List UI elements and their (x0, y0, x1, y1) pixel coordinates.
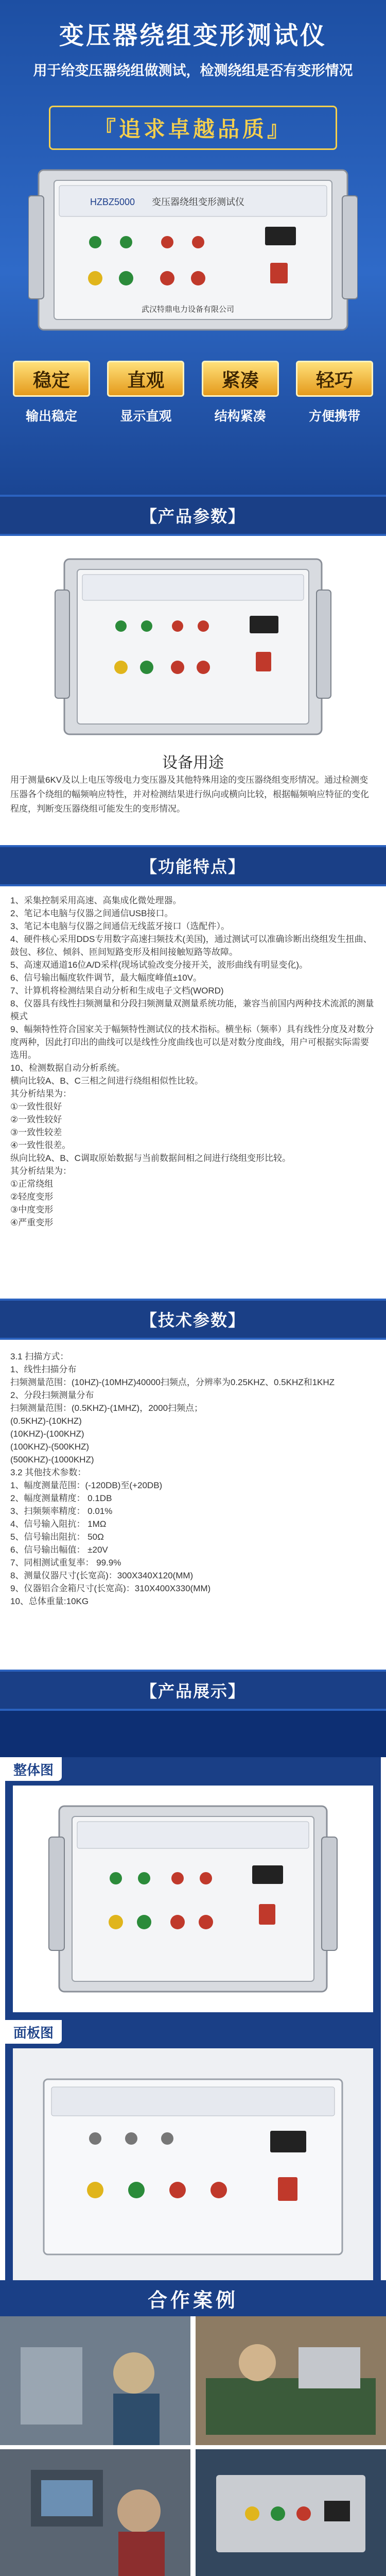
case-photo-2 (196, 2316, 386, 2445)
feature-list-item: 2、笔记本电脑与仪器之间通信USB接口。 (10, 908, 173, 918)
cases-header (0, 2280, 386, 2316)
tech-param-item: 2、分段扫频测量分布 (10, 1390, 94, 1400)
case-photo-1 (0, 2316, 190, 2445)
feature-list-item: 10、检测数据自动分析系统。 (10, 1063, 125, 1073)
feature-intuitive (104, 361, 187, 479)
feature-badge: 直观 (107, 361, 184, 397)
feature-light (293, 361, 376, 479)
tech-param-item: (500KHZ)-(1000KHZ) (10, 1455, 94, 1464)
feature-list-item: 横向比较A、B、C三相之间进行绕组相似性比较。 (10, 1076, 203, 1086)
feature-list-item: 5、高速双通道16位A/D采样(现场试验改变分接开关，波形曲线有明显变化)。 (10, 960, 308, 970)
whole-device-image (13, 1786, 373, 2012)
tech-param-item: (100KHZ)-(500KHZ) (10, 1442, 90, 1452)
feature-list-item: ②一致性较好 (10, 1115, 62, 1124)
section-title: 【技术参数】 (140, 1311, 245, 1329)
panel-photo (13, 2048, 373, 2283)
feature-list-item: 9、幅频特性符合国家关于幅频特性测试仪的技术指标。横坐标（频率）具有线性分度及对数分度两种，因此打印出的曲线可以是线性分度曲线也可以是对数分度曲线，用户可根据实际需要选用。 (10, 1024, 374, 1060)
feature-list (10, 894, 376, 1229)
hero-device-image (28, 165, 358, 335)
case-photo-4 (196, 2449, 386, 2576)
tech-param-item: 1、幅度测量范围：(-120DB)至(+20DB) (10, 1480, 163, 1490)
tech-param-item: 4、信号输入阻抗： 1MΩ (10, 1519, 107, 1529)
feature-badge: 紧凑 (202, 361, 279, 397)
feature-list-item: ③中度变形 (10, 1205, 54, 1215)
section-header-features (0, 845, 386, 886)
tech-param-list (10, 1350, 376, 1608)
section-title: 【产品展示】 (140, 1682, 245, 1701)
usage-text: 用于测量6KV及以上电压等级电力变压器及其他特殊用途的变压器绕组变形情况。通过检测变压器各个绕组的幅频响应特性，并对检测结果进行纵向或横向比较，根据幅频响应特征的变化程度，判断变压器绕组可能发生的变形情况。 (10, 775, 369, 814)
hero-device-company: 武汉特鼎电力设备有限公司 (142, 305, 235, 314)
hero-banner (0, 0, 386, 495)
tech-param-item: 10、总体重量:10KG (10, 1596, 89, 1606)
tech-param-item: 3.1 扫描方式： (10, 1352, 69, 1361)
tech-param-item: 5、信号输出阻抗： 50Ω (10, 1532, 104, 1542)
hero-title: 变压器绕组变形测试仪 (59, 22, 327, 49)
section-title: 【功能特点】 (140, 857, 245, 876)
feature-stable (10, 361, 93, 479)
display-area (5, 1757, 381, 2293)
tech-param-item: 3、扫频频率精度： 0.01% (10, 1506, 113, 1516)
section-title: 【产品参数】 (140, 507, 245, 526)
tech-param-item: 2、幅度测量精度： 0.1DB (10, 1493, 112, 1503)
feature-list-item: ①正常绕组 (10, 1179, 54, 1189)
feature-list-item: 3、笔记本电脑与仪器之间通信无线蓝牙接口（选配件）。 (10, 921, 230, 931)
case-photo-3 (0, 2449, 190, 2576)
hero-subtitle: 用于给变压器绕组做测试，检测绕组是否有变形情况 (33, 63, 353, 78)
tech-param-item: 7、同相测试重复率： 99.9% (10, 1558, 121, 1568)
whole-photo (13, 1786, 373, 2012)
hero-device-name: 变压器绕组变形测试仪 (152, 197, 244, 207)
tech-param-item: (0.5KHZ)-(10KHZ) (10, 1416, 82, 1426)
usage-title: 设备用途 (162, 754, 224, 771)
tech-param-item: 9、仪器铝合金箱尺寸(长宽高)：310X400X330(MM) (10, 1584, 211, 1593)
feature-label: 方便携带 (308, 409, 360, 424)
tag-panel: 面板图 (5, 2020, 62, 2044)
display-band (0, 1711, 386, 1757)
feature-label: 显示直观 (120, 409, 172, 424)
feature-list-item: 4、硬件核心采用DDS专用数字高速扫频技术(美国)，通过测试可以准确诊断出绕组发生扭曲、鼓包、移位、倾斜、匝间短路变形及相间接触短路等故障。 (10, 934, 372, 957)
cases-title: 合作案例 (147, 2289, 238, 2312)
feature-list-item: ④严重变形 (10, 1218, 54, 1227)
feature-badges (10, 361, 376, 479)
tech-param-item: 6、信号输出幅值： ±20V (10, 1545, 108, 1555)
section-header-params (0, 495, 386, 536)
feature-list-item: ②轻度变形 (10, 1192, 54, 1202)
feature-label: 输出稳定 (25, 409, 77, 424)
feature-compact (199, 361, 282, 479)
tech-param-item: 8、测量仪器尺寸(长宽高)：300X340X120(MM) (10, 1571, 194, 1580)
section-header-tech (0, 1299, 386, 1340)
feature-badge: 轻巧 (296, 361, 373, 397)
hero-device-brand: HZBZ5000 (90, 197, 135, 207)
hero-slogan: 『追求卓越品质』 (49, 106, 337, 150)
feature-list-item: ④一致性很差。 (10, 1140, 71, 1150)
feature-list-item: 8、仪器具有线性扫频测量和分段扫频测量双测量系统功能，兼容当前国内两种技术流派的测量模式 (10, 999, 374, 1021)
panel-device-image (13, 2048, 373, 2283)
feature-list-item: ③一致性较差 (10, 1127, 62, 1137)
tech-param-item: 1、线性扫描分布 (10, 1365, 77, 1374)
feature-list-item: ①一致性很好 (10, 1102, 62, 1112)
cases-grid (0, 2316, 386, 2576)
tag-whole: 整体图 (5, 1757, 62, 1781)
section-header-display (0, 1670, 386, 1711)
feature-list-item: 1、采集控制采用高速、高集成化微处理器。 (10, 896, 182, 905)
feature-label: 结构紧凑 (214, 409, 266, 424)
tech-param-item: (10KHZ)-(100KHZ) (10, 1429, 84, 1439)
feature-list-item: 其分析结果为： (10, 1089, 72, 1099)
feature-list-item: 6、信号输出幅度软件调节，最大幅度峰值±10V。 (10, 973, 202, 983)
feature-list-item: 7、计算机将检测结果自动分析和生成电子文档(WORD) (10, 986, 224, 996)
feature-badge: 稳定 (13, 361, 90, 397)
tech-param-item: 扫频测量范围：(0.5KHZ)-(1MHZ)，2000扫频点； (10, 1403, 203, 1413)
tech-param-item: 3.2 其他技术参数： (10, 1468, 86, 1477)
tech-param-item: 扫频测量范围：(10HZ)-(10MHZ)40000扫频点，分辨率为0.25KHZ、0.5KHZ和1KHZ (10, 1377, 335, 1387)
feature-list-item: 纵向比较A、B、C调取原始数据与当前数据间相之间进行绕组变形比较。 (10, 1153, 291, 1163)
feature-list-item: 其分析结果为： (10, 1166, 72, 1176)
params-device-image (8, 549, 378, 745)
